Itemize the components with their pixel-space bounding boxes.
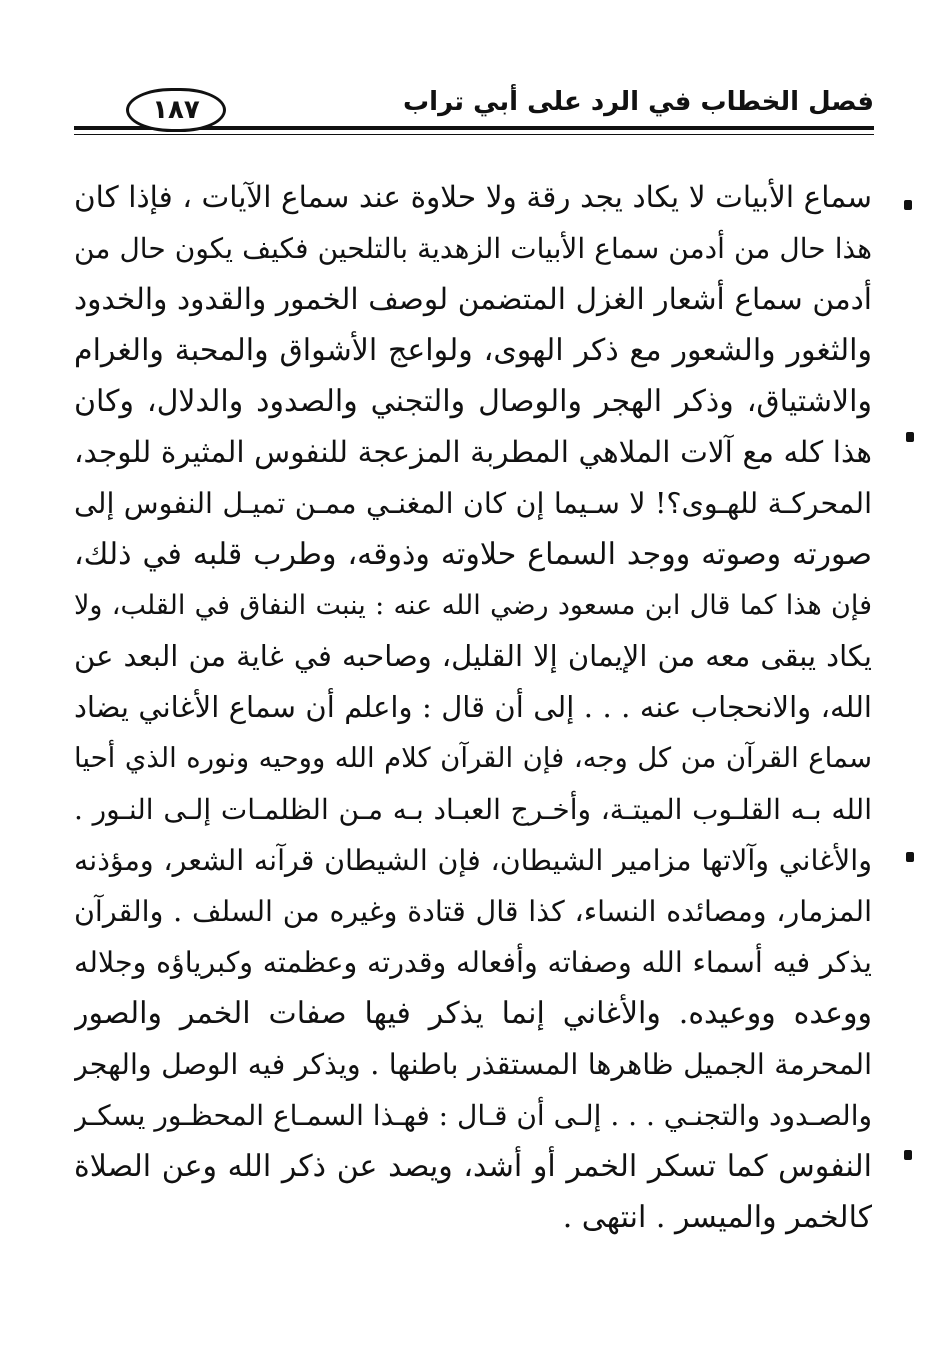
text-line: النفوس كما تسكر الخمر أو أشد، ويصد عن ذكر الله وعن الصلاة [74, 1149, 872, 1184]
page-number-badge [126, 88, 226, 132]
text-line: سماع الأبيات لا يكاد يجد رقة ولا حلاوة عند سماع الآيات ، فإذا كان [74, 180, 872, 214]
text-line: كالخمر والميسر . انتهى . [562, 1200, 872, 1235]
text-line: والأغاني وآلاتها مزامير الشيطان، فإن الشيطان قرآنه الشعر، ومؤذنه [74, 844, 872, 877]
text-line: والثغور والشعور مع ذكر الهوى، ولواعج الأشواق والمحبة والغرام [74, 333, 872, 368]
text-line: هذا كله مع آلات الملاهي المطربة المزعجة للنفوس المثيرة للوجد، [74, 435, 872, 469]
text-line: المزمار، ومصائده النساء، كذا قال قتادة وغيره من السلف . والقرآن [74, 895, 872, 928]
text-line: والاشتياق، وذكر الهجر والوصال والتجني والصدود والدلال، وكان [74, 384, 872, 419]
page-number: ١٨٧ [152, 95, 200, 125]
text-line: المحرمة الجميل ظاهرها المستقذر باطنها . ويذكر فيه الوصل والهجر [74, 1048, 872, 1081]
text-line: هذا حال من أدمن سماع الأبيات الزهدية بالتلحين فكيف يكون حال من [74, 232, 872, 265]
running-title: فصل الخطاب في الرد على أبي تراب [403, 87, 874, 117]
header-rule-thin [74, 134, 874, 135]
text-line: والصـدود والتجنـي . . . إلـى أن قـال : فهـذا السمـاع المحظـور يسكـر [74, 1099, 872, 1132]
text-line: الله بـه القلـوب الميتـة، وأخـرج العبـاد بـه مـن الظلمـات إلـى النـور . [74, 793, 872, 826]
text-line: فإن هذا كما قال ابن مسعود رضي الله عنه : ينبت النفاق في القلب، ولا [74, 590, 872, 621]
text-line: يذكر فيه أسماء الله وصفاته وأفعاله وقدرته وعظمته وكبرياؤه وجلاله [74, 946, 872, 979]
text-line: صورته وصوته ووجد السماع حلاوته وذوقه، وطرب قلبه في ذلك، [74, 537, 872, 572]
margin-mark [904, 1150, 912, 1160]
text-line: الله، والانحجاب عنه . . . إلى أن قال : واعلم أن سماع الأغاني يضاد [74, 690, 872, 724]
page-header [74, 78, 874, 148]
text-line: المحركـة للهـوى؟! لا سـيما إن كان المغنـي ممـن تميـل النفوس إلى [74, 487, 872, 520]
text-line: يكاد يبقى معه من الإيمان إلا القليل، وصاحبه في غاية من البعد عن [74, 639, 872, 673]
text-line: سماع القرآن من كل وجه، فإن القرآن كلام الله ووحيه ونوره الذي أحيا [74, 742, 872, 774]
margin-mark [906, 432, 914, 442]
text-line: ووعده ووعيده. والأغاني إنما يذكر فيها صفات الخمر والصور [74, 996, 872, 1031]
margin-mark [904, 200, 912, 210]
body-text [74, 172, 872, 1243]
text-line: أدمن سماع أشعار الغزل المتضمن لوصف الخمور والقدود والخدود [74, 282, 872, 316]
margin-mark [906, 852, 914, 862]
